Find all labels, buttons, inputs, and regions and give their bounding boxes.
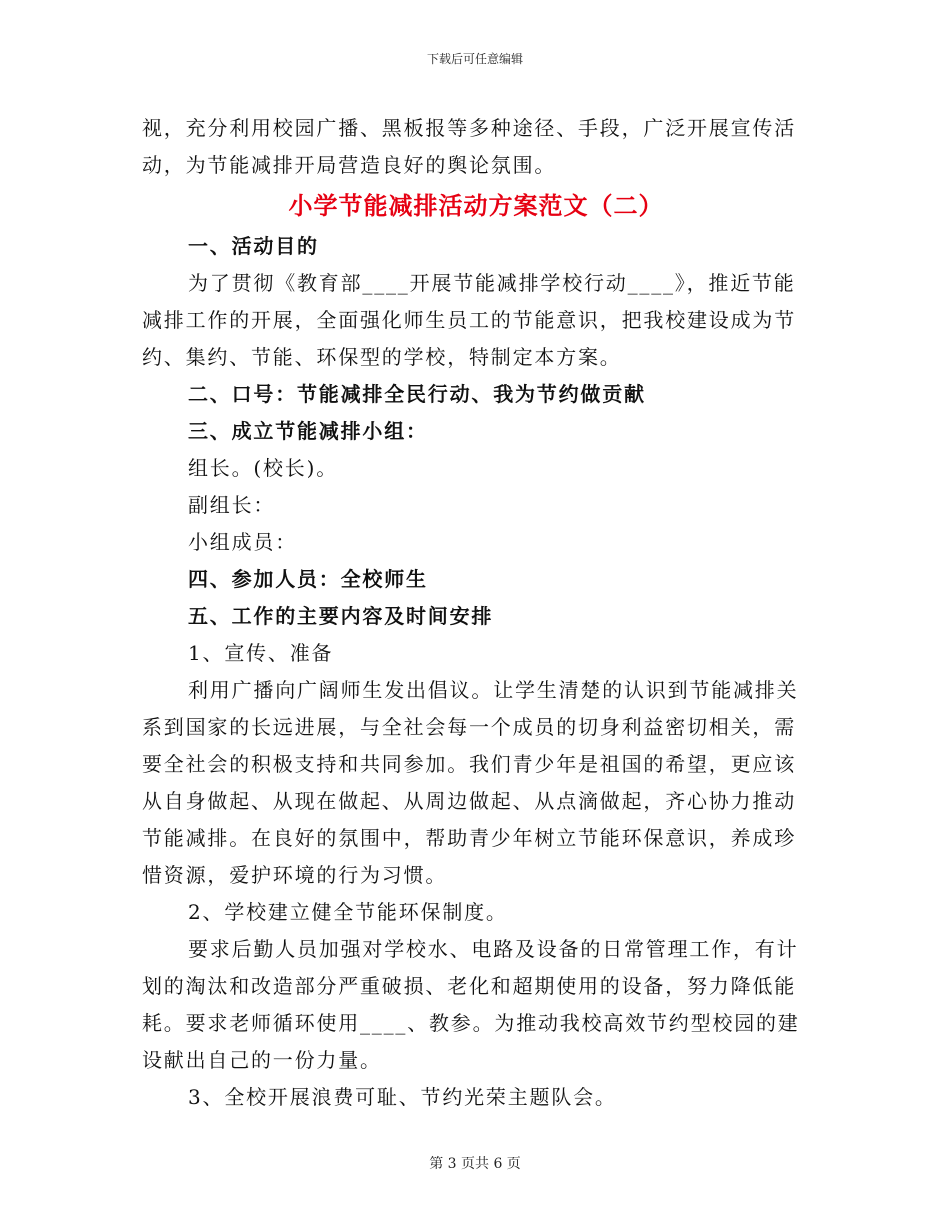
para-1-line-2: 减排工作的开展，全面强化师生员工的节能意识，把我校建设成为节: [142, 308, 796, 332]
page-header: 下载后可任意编辑: [426, 52, 523, 66]
intro-line-1: 视，充分利用校园广播、黑板报等多种途径、手段，广泛开展宣传活: [142, 116, 796, 140]
item-3-title: 3、全校开展浪费可耻、节约光荣主题队会。: [188, 1085, 617, 1109]
para-2-line-4: 从自身做起、从现在做起、从周边做起、从点滴做起，齐心协力推动: [142, 789, 796, 813]
para-2-line-2: 系到国家的长远进展，与全社会每一个成员的切身利益密切相关，需: [142, 715, 796, 739]
para-2-line-3: 要全社会的积极支持和共同参加。我们青少年是祖国的希望，更应该: [142, 752, 796, 776]
para-2-line-5: 节能减排。在良好的氛围中，帮助青少年树立节能环保意识，养成珍: [142, 826, 796, 850]
page-footer: 第 3 页共 6 页: [429, 1156, 521, 1172]
para-1-line-1: 为了贯彻《教育部____开展节能减排学校行动____》，推近节能: [188, 271, 796, 295]
deputy-leader: 副组长：: [188, 493, 276, 517]
item-1-title: 1、宣传、准备: [188, 641, 334, 665]
heading-5: 五、工作的主要内容及时间安排: [188, 604, 494, 628]
para-3-line-3: 耗。要求老师循环使用____、教参。为推动我校高效节约型校园的建: [142, 1011, 800, 1035]
para-3-line-4: 设献出自己的一份力量。: [142, 1048, 382, 1072]
item-2-title: 2、学校建立健全节能环保制度。: [188, 900, 508, 924]
para-1-line-3: 约、集约、节能、环保型的学校，特制定本方案。: [142, 345, 622, 369]
document-title: 小学节能减排活动方案范文（二）: [288, 191, 664, 220]
heading-2: 二、口号：节能减排全民行动、我为节约做贡献: [188, 382, 646, 406]
group-members: 小组成员：: [188, 530, 297, 554]
intro-line-2: 动，为节能减排开局营造良好的舆论氛围。: [142, 153, 557, 177]
para-2-line-6: 惜资源，爱护环境的行为习惯。: [142, 863, 448, 887]
para-3-line-2: 划的淘汰和改造部分严重破损、老化和超期使用的设备，努力降低能: [142, 974, 796, 998]
heading-1: 一、活动目的: [188, 234, 319, 258]
para-3-line-1: 要求后勤人员加强对学校水、电路及设备的日常管理工作，有计: [188, 937, 799, 961]
para-2-line-1: 利用广播向广阔师生发出倡议。让学生清楚的认识到节能减排关: [188, 678, 799, 702]
heading-4: 四、参加人员：全校师生: [188, 567, 428, 591]
heading-3: 三、成立节能减排小组：: [188, 419, 428, 443]
group-leader: 组长。(校长)。: [188, 456, 339, 480]
document-body: [142, 110, 810, 1116]
